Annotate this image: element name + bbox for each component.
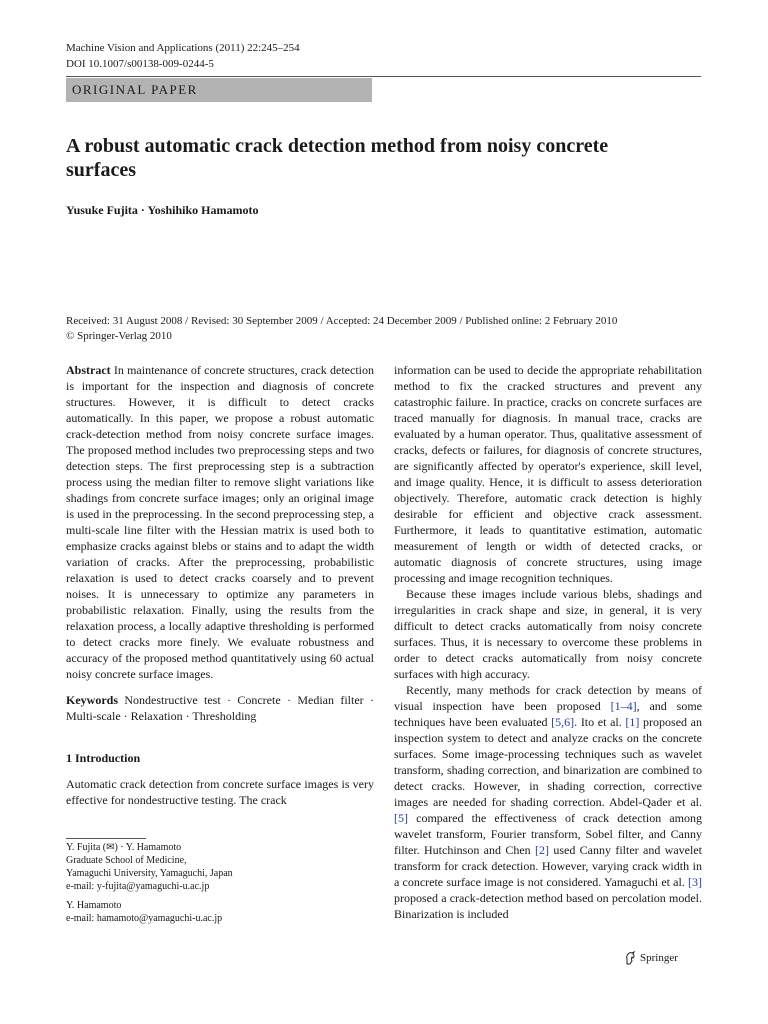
text-run: Recently, many methods for crack detection by means of visual inspection have been proposed [394, 683, 702, 713]
author-affiliations [66, 841, 374, 925]
footnote-rule [66, 838, 146, 839]
header-rule [66, 76, 701, 77]
right-column [394, 362, 702, 922]
text-run: . Ito et al. [574, 715, 626, 729]
text-run: proposed a crack-detection method based on percolation model. Binarization is included [394, 891, 702, 921]
journal-info [66, 40, 300, 72]
citation-link[interactable]: [5,6] [551, 715, 575, 729]
journal-citation: Machine Vision and Applications (2011) 22:245–254 [66, 42, 300, 54]
history-dates: Received: 31 August 2008 / Revised: 30 September 2009 / Accepted: 24 December 2009 / Published online: 2 February 2010 [66, 315, 618, 327]
abstract [66, 362, 374, 682]
text-run: used Canny filter and wavelet transform for crack detection. However, varying crack width in a concrete surface image is not considered. Yamaguchi et al. [394, 843, 702, 889]
paper-title: A robust automatic crack detection method from noisy concrete surfaces [66, 135, 609, 181]
journal-doi: DOI 10.1007/s00138-009-0244-5 [66, 58, 214, 70]
intro-paragraph: Automatic crack detection from concrete surface images is very effective for nondestructive testing. The crack [66, 777, 374, 807]
abstract-text: In maintenance of concrete structures, crack detection is important for the inspection and diagnosis of concrete structures. However, it is difficult to detect cracks automatically. In this paper, we propose a robust automatic crack-detection method from noisy concrete surface images. The proposed method includes two preprocessing steps and two detection steps. The first preprocessing step is a subtraction process using the median filter to remove slight variations like shadings from concrete surface images; only an original image is used in the preprocessing. In the second preprocessing step, a multi-scale line filter with the Hessian matrix is used both to emphasize cracks against blebs or stains and to adapt the width variation of cracks. After the preprocessing, probabilistic relaxation is used to detect cracks coarsely and to prevent noises. It is unnecessary to optimize any parameters in probabilistic relaxation. Finally, using the results from the relaxation process, a locally adaptive thresholding is performed to detect cracks more finely. We evaluate robustness and accuracy of the proposed method quantitatively using 60 actual noisy concrete surface images. [66, 363, 375, 681]
springer-horse-icon [624, 951, 636, 965]
abstract-label: Abstract [66, 363, 111, 377]
section-heading-introduction: 1 Introduction [66, 751, 141, 765]
affiliation-line: Graduate School of Medicine, [66, 855, 187, 866]
publication-history [66, 314, 706, 344]
affiliation-email[interactable]: e-mail: y-fujita@yamaguchi-u.ac.jp [66, 881, 210, 892]
text-run: , and some techniques have been evaluated [394, 699, 702, 729]
keywords [66, 692, 374, 724]
citation-link[interactable]: [3] [688, 875, 702, 889]
article-type-badge: ORIGINAL PAPER [66, 78, 372, 102]
body-paragraph: Because these images include various blebs, shadings and irregularities in crack shape and size, in general, it is very difficult to detect cracks automatically from noisy concrete surfaces. Thus, it is necessary to overcome these problems in order to detect cracks automatically from noisy concrete surfaces with high accuracy. [394, 587, 702, 681]
left-column [66, 362, 374, 808]
citation-link[interactable]: [1] [625, 715, 640, 729]
publisher-mark [624, 951, 678, 965]
affiliation-line: Y. Hamamoto [66, 900, 122, 911]
body-paragraph: information can be used to decide the appropriate rehabilitation method to fix the cracked structures and prevent any catastrophic failure. In practice, cracks on concrete surfaces are traced manually for diagnosis. In manual trace, cracks are evaluated by a human operator. Thus, qualitative assessment of cracks, defects or failures, for diagnosis of concrete structures, are significantly affected by operator's experience, skill level, and image quality. Hence, it is difficult to assess deterioration objectively. Therefore, automatic crack detection is highly desirable for efficient and objective crack assessment. Furthermore, it leads to quantitative estimation, automatic measurement of length or width of detected cracks, or automatic diagnosis of concrete structures, using image processing and image recognition techniques. [394, 363, 702, 585]
keywords-label: Keywords [66, 693, 118, 707]
affiliation-line: Y. Fujita (✉) · Y. Hamamoto [66, 842, 182, 853]
copyright-line: © Springer-Verlag 2010 [66, 330, 172, 342]
author-list: Yusuke Fujita · Yoshihiko Hamamoto [66, 203, 259, 217]
affiliation-email[interactable]: e-mail: hamamoto@yamaguchi-u.ac.jp [66, 913, 223, 924]
text-run: compared the effectiveness of crack detection among wavelet transform, Fourier transform, Sobel filter, and Canny filter. Hutchinson and Chen [394, 811, 702, 857]
text-run: proposed an inspection system to detect and analyze cracks on the concrete surfaces. Some image-processing techniques such as wavelet transform, shading correction, and binarization are combined to detect cracks. However, in shading correction, corrective images are needed for shading correction. Abdel-Qader et al. [394, 715, 703, 809]
affiliation-line: Yamaguchi University, Yamaguchi, Japan [66, 868, 233, 879]
publisher-name: Springer [640, 952, 678, 964]
citation-link[interactable]: [1–4] [610, 699, 637, 713]
body-paragraph [394, 682, 702, 922]
citation-link[interactable]: [5] [394, 811, 408, 825]
citation-link[interactable]: [2] [535, 843, 549, 857]
keywords-text: Nondestructive test · Concrete · Median filter · Multi-scale · Relaxation · Thresholding [66, 693, 374, 723]
